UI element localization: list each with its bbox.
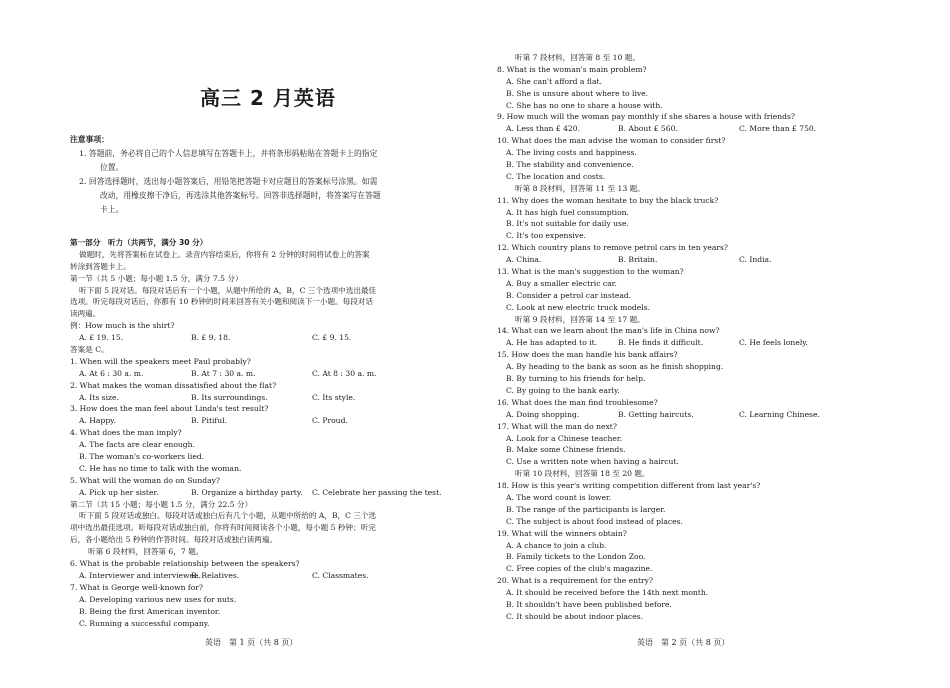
- option-b: B. Pitiful.: [191, 416, 227, 426]
- question-15: 15. How does the man handle his bank affairs?: [497, 350, 678, 360]
- option-c: C. He feels lonely.: [739, 338, 808, 348]
- option-a: A. The word count is lower.: [506, 492, 612, 502]
- option-c: C. Running a successful company.: [79, 618, 210, 628]
- page-1: [70, 0, 460, 688]
- option-a: A. It should be received before the 14th next month.: [506, 588, 709, 598]
- question-14-options: [497, 337, 857, 349]
- page-2: [497, 0, 857, 688]
- question-3: 3. How does the man feel about Linda's test result?: [70, 404, 269, 414]
- option-a: A. Doing shopping.: [506, 409, 580, 419]
- notice-line: 卡上。: [100, 205, 124, 214]
- option-a: A. Interviewer and interviewee.: [79, 570, 201, 580]
- option-b: B. He finds it difficult.: [618, 338, 704, 348]
- option-a: A. The facts are clear enough.: [79, 440, 195, 450]
- option-a: A. At 6 : 30 a. m.: [79, 368, 144, 378]
- option-a: A. China.: [506, 255, 542, 265]
- option-c: C. The subject is about food instead of places.: [506, 516, 683, 526]
- option-c: C. Learning Chinese.: [739, 409, 820, 419]
- option-b: B. Being the first American inventor.: [79, 606, 221, 616]
- option-c: C. The location and costs.: [506, 171, 606, 181]
- option-c: C. He has no time to talk with the woman.: [79, 463, 242, 473]
- option-b: B. Family tickets to the London Zoo.: [506, 552, 646, 562]
- option-c: C. Classmates.: [312, 570, 369, 580]
- option-c: C. £ 9. 15.: [312, 333, 352, 343]
- question-2: 2. What makes the woman dissatisfied about the flat?: [70, 380, 277, 390]
- question-7: 7. What is George well-known for?: [70, 582, 203, 592]
- option-c: C. Celebrate her passing the test.: [312, 487, 442, 497]
- instruction-line: 读两遍。: [70, 309, 101, 319]
- option-b: B. The range of the participants is larger.: [506, 504, 666, 514]
- notice-section: [70, 133, 460, 217]
- instruction-line: 选项。听完每段对话后，你都有 10 秒钟的时间来回答有关小题和阅读下一小题。每段对话: [70, 297, 374, 307]
- option-b: B. Britain.: [618, 255, 658, 265]
- question-5: 5. What will the woman do on Sunday?: [70, 475, 220, 485]
- notice-line: 改动，用橡皮擦干净后，再选涂其他答案标号。回答非选择题时，将答案写在答题: [100, 191, 381, 200]
- option-a: A. Happy.: [79, 416, 116, 426]
- option-a: A. It has high fuel consumption.: [506, 207, 629, 217]
- instruction-line: 项中选出最佳选项。听每段对话或独白前，你将有时间阅读各个小题，每小题 5 秒钟；听完: [70, 523, 376, 533]
- question-9-options: [497, 123, 857, 135]
- option-c: C. India.: [739, 255, 772, 265]
- question-3-options: [70, 415, 460, 427]
- page-title: 高三 2 月英语: [200, 86, 336, 110]
- question-1-options: [70, 368, 460, 380]
- material-heading: 听第 9 段材料，回答第 14 至 17 题。: [515, 314, 645, 324]
- option-b: B. She is unsure about where to live.: [506, 88, 649, 98]
- option-c: C. Free copies of the club's magazine.: [506, 564, 653, 574]
- question-1: 1. When will the speakers meet Paul probably?: [70, 356, 251, 366]
- instruction-line: 听下面 5 段对话或独白。每段对话或独白后有几个小题，从题中所给的 A，B，C 三个选: [79, 511, 377, 521]
- example-options: [70, 332, 460, 344]
- section-heading: 第二节（共 15 小题；每小题 1.5 分，满分 22.5 分）: [70, 499, 253, 509]
- question-16-options: [497, 409, 857, 421]
- question-19: 19. What will the winners obtain?: [497, 528, 627, 538]
- option-a: A. £ 19. 15.: [79, 333, 124, 343]
- section-heading: 第一节（共 5 小题；每小题 1.5 分，满分 7.5 分）: [70, 273, 243, 283]
- question-13: 13. What is the man's suggestion to the woman?: [497, 267, 684, 277]
- option-b: B. By turning to his friends for help.: [506, 374, 646, 384]
- question-8: 8. What is the woman's main problem?: [497, 64, 647, 74]
- question-11: 11. Why does the woman hesitate to buy the black truck?: [497, 195, 719, 205]
- notice-line: 1. 答题前，务必将自己的个人信息填写在答题卡上，并将条形码粘贴在答题卡上的指定: [79, 149, 378, 158]
- question-16: 16. What does the man find troublesome?: [497, 397, 658, 407]
- intro-line: 转涂到答题卡上。: [70, 261, 131, 271]
- instruction-line: 听下面 5 段对话。每段对话后有一个小题，从题中所给的 A，B，C 三个选项中选出最佳: [79, 285, 377, 295]
- example-question: 例：How much is the shirt?: [70, 321, 175, 331]
- option-a: A. Developing various new uses for nuts.: [79, 594, 237, 604]
- option-b: B. The stability and convenience.: [506, 160, 634, 170]
- question-18: 18. How is this year's writing competition different from last year's?: [497, 481, 761, 491]
- page-footer: 英语 第 1 页（共 8 页）: [205, 638, 298, 647]
- option-a: A. A chance to join a club.: [506, 540, 607, 550]
- question-17: 17. What will the man do next?: [497, 421, 617, 431]
- question-14: 14. What can we learn about the man's life in China now?: [497, 326, 720, 336]
- option-b: B. Getting haircuts.: [618, 409, 694, 419]
- part-heading: 第一部分 听力（共两节，满分 30 分）: [70, 238, 208, 247]
- option-a: A. Its size.: [79, 392, 119, 402]
- option-c: C. It's too expensive.: [506, 231, 586, 241]
- instruction-line: 后，各小题给出 5 秒钟的作答时间。每段对话或独白读两遍。: [70, 535, 278, 545]
- option-c: C. Use a written note when having a haircut.: [506, 457, 679, 467]
- option-b: B. It's not suitable for daily use.: [506, 219, 629, 229]
- option-a: A. The living costs and happiness.: [506, 148, 637, 158]
- option-c: C. Look at new electric truck models.: [506, 302, 651, 312]
- option-a: A. Look for a Chinese teacher.: [506, 433, 623, 443]
- example-answer: 答案是 C。: [70, 345, 109, 355]
- question-9: 9. How much will the woman pay monthly if she shares a house with friends?: [497, 112, 795, 122]
- material-heading: 听第 6 段材料，回答第 6，7 题。: [88, 547, 204, 557]
- option-c: C. More than £ 750.: [739, 124, 817, 134]
- option-b: B. Relatives.: [191, 570, 240, 580]
- option-c: C. At 8 : 30 a. m.: [312, 368, 377, 378]
- question-6-options: [70, 570, 460, 582]
- option-a: A. She can't afford a flat.: [506, 76, 602, 86]
- question-5-options: [70, 487, 460, 499]
- question-2-options: [70, 392, 460, 404]
- notice-line: 位置。: [100, 163, 124, 172]
- option-a: A. Buy a smaller electric car.: [506, 278, 617, 288]
- option-b: B. The woman's co-workers lied.: [79, 452, 205, 462]
- question-12-options: [497, 254, 857, 266]
- option-b: B. About £ 560.: [618, 124, 678, 134]
- option-b: B. It shouldn't have been published before.: [506, 599, 672, 609]
- notice-heading: 注意事项：: [70, 135, 109, 144]
- notice-line: 2. 回答选择题时，选出每小题答案后，用铅笔把答题卡对应题目的答案标号涂黑。如需: [79, 177, 378, 186]
- material-heading: 听第 7 段材料，回答第 8 至 10 题。: [515, 53, 640, 62]
- option-b: B. Consider a petrol car instead.: [506, 290, 632, 300]
- option-a: A. Less than £ 420.: [506, 124, 580, 134]
- option-b: B. £ 9. 18.: [191, 333, 231, 343]
- question-4: 4. What does the man imply?: [70, 428, 182, 438]
- material-heading: 听第 10 段材料，回答第 18 至 20 题。: [515, 469, 650, 479]
- option-b: B. Its surroundings.: [191, 392, 268, 402]
- option-a: A. By heading to the bank as soon as he finish shopping.: [506, 362, 724, 372]
- material-heading: 听第 8 段材料，回答第 11 至 13 题。: [515, 183, 645, 193]
- question-20: 20. What is a requirement for the entry?: [497, 576, 654, 586]
- page-footer: 英语 第 2 页（共 8 页）: [637, 638, 730, 647]
- listening-continued: [497, 52, 857, 623]
- option-c: C. Proud.: [312, 416, 348, 426]
- option-c: C. She has no one to share a house with.: [506, 100, 663, 110]
- question-6: 6. What is the probable relationship between the speakers?: [70, 559, 300, 569]
- listening-part: [70, 237, 460, 629]
- option-a: A. He has adapted to it.: [506, 338, 598, 348]
- option-b: B. Make some Chinese friends.: [506, 445, 626, 455]
- question-10: 10. What does the man advise the woman to consider first?: [497, 136, 726, 146]
- option-a: A. Pick up her sister.: [79, 487, 159, 497]
- intro-line: 做题时，先将答案标在试卷上。录音内容结束后，你将有 2 分钟的时间将试卷上的答案: [79, 249, 370, 259]
- option-b: B. Organize a birthday party.: [191, 487, 303, 497]
- option-b: B. At 7 : 30 a. m.: [191, 368, 256, 378]
- question-12: 12. Which country plans to remove petrol cars in ten years?: [497, 243, 728, 253]
- option-c: C. By going to the bank early.: [506, 385, 620, 395]
- option-c: C. Its style.: [312, 392, 356, 402]
- option-c: C. It should be about indoor places.: [506, 611, 644, 621]
